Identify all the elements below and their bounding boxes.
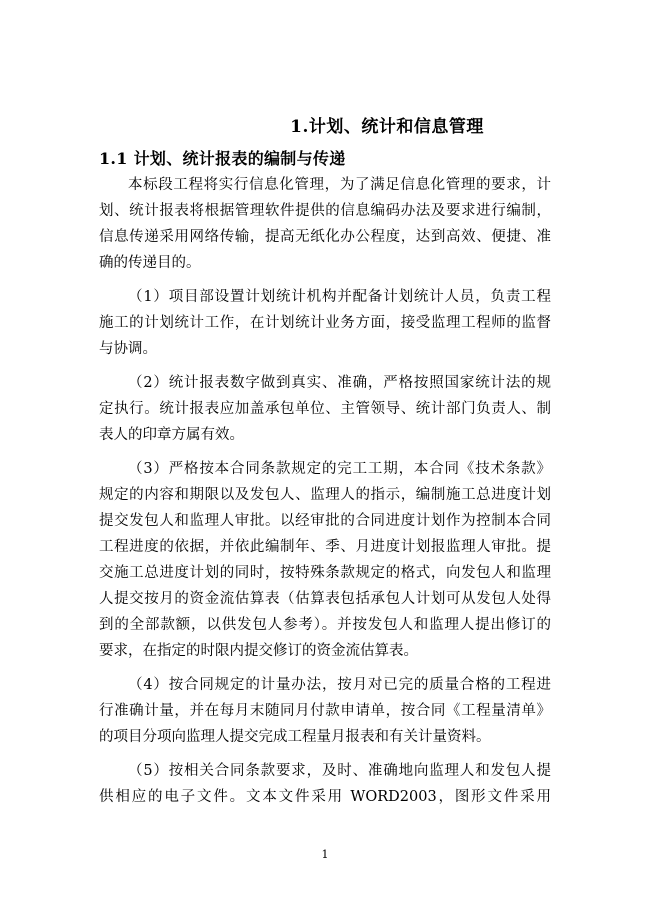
paragraph bbox=[99, 172, 551, 276]
paragraph-line: （3）严格按本合同条款规定的完工工期，本合同《技术条款》 bbox=[128, 461, 551, 477]
paragraph-line: 表人的印章方属有效。 bbox=[99, 427, 244, 443]
paragraph-line: 划、统计报表将根据管理软件提供的信息编码办法及要求进行编制， bbox=[99, 203, 551, 219]
paragraph bbox=[99, 456, 551, 664]
paragraph-line: （4）按合同规定的计量办法，按月对已完的质量合格的工程进 bbox=[128, 677, 551, 693]
section-heading: 1.1 计划、统计报表的编制与传递 bbox=[99, 149, 346, 168]
paragraph-line: 工程进度的依据，并依此编制年、季、月进度计划报监理人审批。提 bbox=[99, 539, 551, 555]
paragraph bbox=[99, 758, 551, 810]
paragraph-line: （1）项目部设置计划统计机构并配备计划统计人员，负责工程 bbox=[128, 289, 551, 305]
paragraph bbox=[99, 284, 551, 362]
paragraph-line: 到的全部款额，以供发包人参考）。并按发包人和监理人提出修订的 bbox=[99, 617, 551, 633]
paragraph-spacing bbox=[99, 664, 551, 672]
paragraph bbox=[99, 672, 551, 750]
paragraph-line: （2）统计报表数字做到真实、准确，严格按照国家统计法的规 bbox=[128, 375, 551, 391]
paragraph-line: 供相应的电子文件。文本文件采用 WORD2003，图形文件采用 bbox=[99, 789, 551, 805]
paragraph-spacing bbox=[99, 362, 551, 370]
paragraph-spacing bbox=[99, 276, 551, 284]
paragraph-line: 行准确计量，并在每月末随同月付款申请单，按合同《工程量清单》 bbox=[99, 703, 551, 719]
paragraph-line: 施工的计划统计工作，在计划统计业务方面，接受监理工程师的监督 bbox=[99, 315, 551, 331]
paragraph-line: 的项目分项向监理人提交完成工程量月报表和有关计量资料。 bbox=[99, 729, 491, 745]
paragraph-line: 本标段工程将实行信息化管理，为了满足信息化管理的要求，计 bbox=[128, 177, 551, 193]
paragraph-line: 交施工总进度计划的同时，按特殊条款规定的格式，向发包人和监理 bbox=[99, 565, 551, 581]
document-title-text: 1.计划、统计和信息管理 bbox=[290, 117, 484, 137]
paragraph-line: 规定的内容和期限以及发包人、监理人的指示，编制施工总进度计划 bbox=[99, 487, 551, 503]
page-number: 1 bbox=[321, 848, 329, 861]
document-title bbox=[0, 112, 576, 137]
paragraph-line: 与协调。 bbox=[99, 341, 157, 357]
paragraph-spacing bbox=[99, 448, 551, 456]
paragraph-spacing bbox=[99, 750, 551, 758]
paragraph-line: 确的传递目的。 bbox=[99, 255, 201, 271]
document-body bbox=[99, 172, 551, 810]
paragraph-line: 要求，在指定的时限内提交修订的资金流估算表。 bbox=[99, 643, 418, 659]
paragraph bbox=[99, 370, 551, 448]
paragraph-line: 定执行。统计报表应加盖承包单位、主管领导、统计部门负责人、制 bbox=[99, 401, 551, 417]
paragraph-line: 信息传递采用网络传输，提高无纸化办公程度，达到高效、便捷、准 bbox=[99, 229, 551, 245]
paragraph-line: （5）按相关合同条款要求，及时、准确地向监理人和发包人提 bbox=[128, 763, 551, 779]
paragraph-line: 人提交按月的资金流估算表（估算表包括承包人计划可从发包人处得 bbox=[99, 591, 551, 607]
paragraph-line: 提交发包人和监理人审批。以经审批的合同进度计划作为控制本合同 bbox=[99, 513, 551, 529]
